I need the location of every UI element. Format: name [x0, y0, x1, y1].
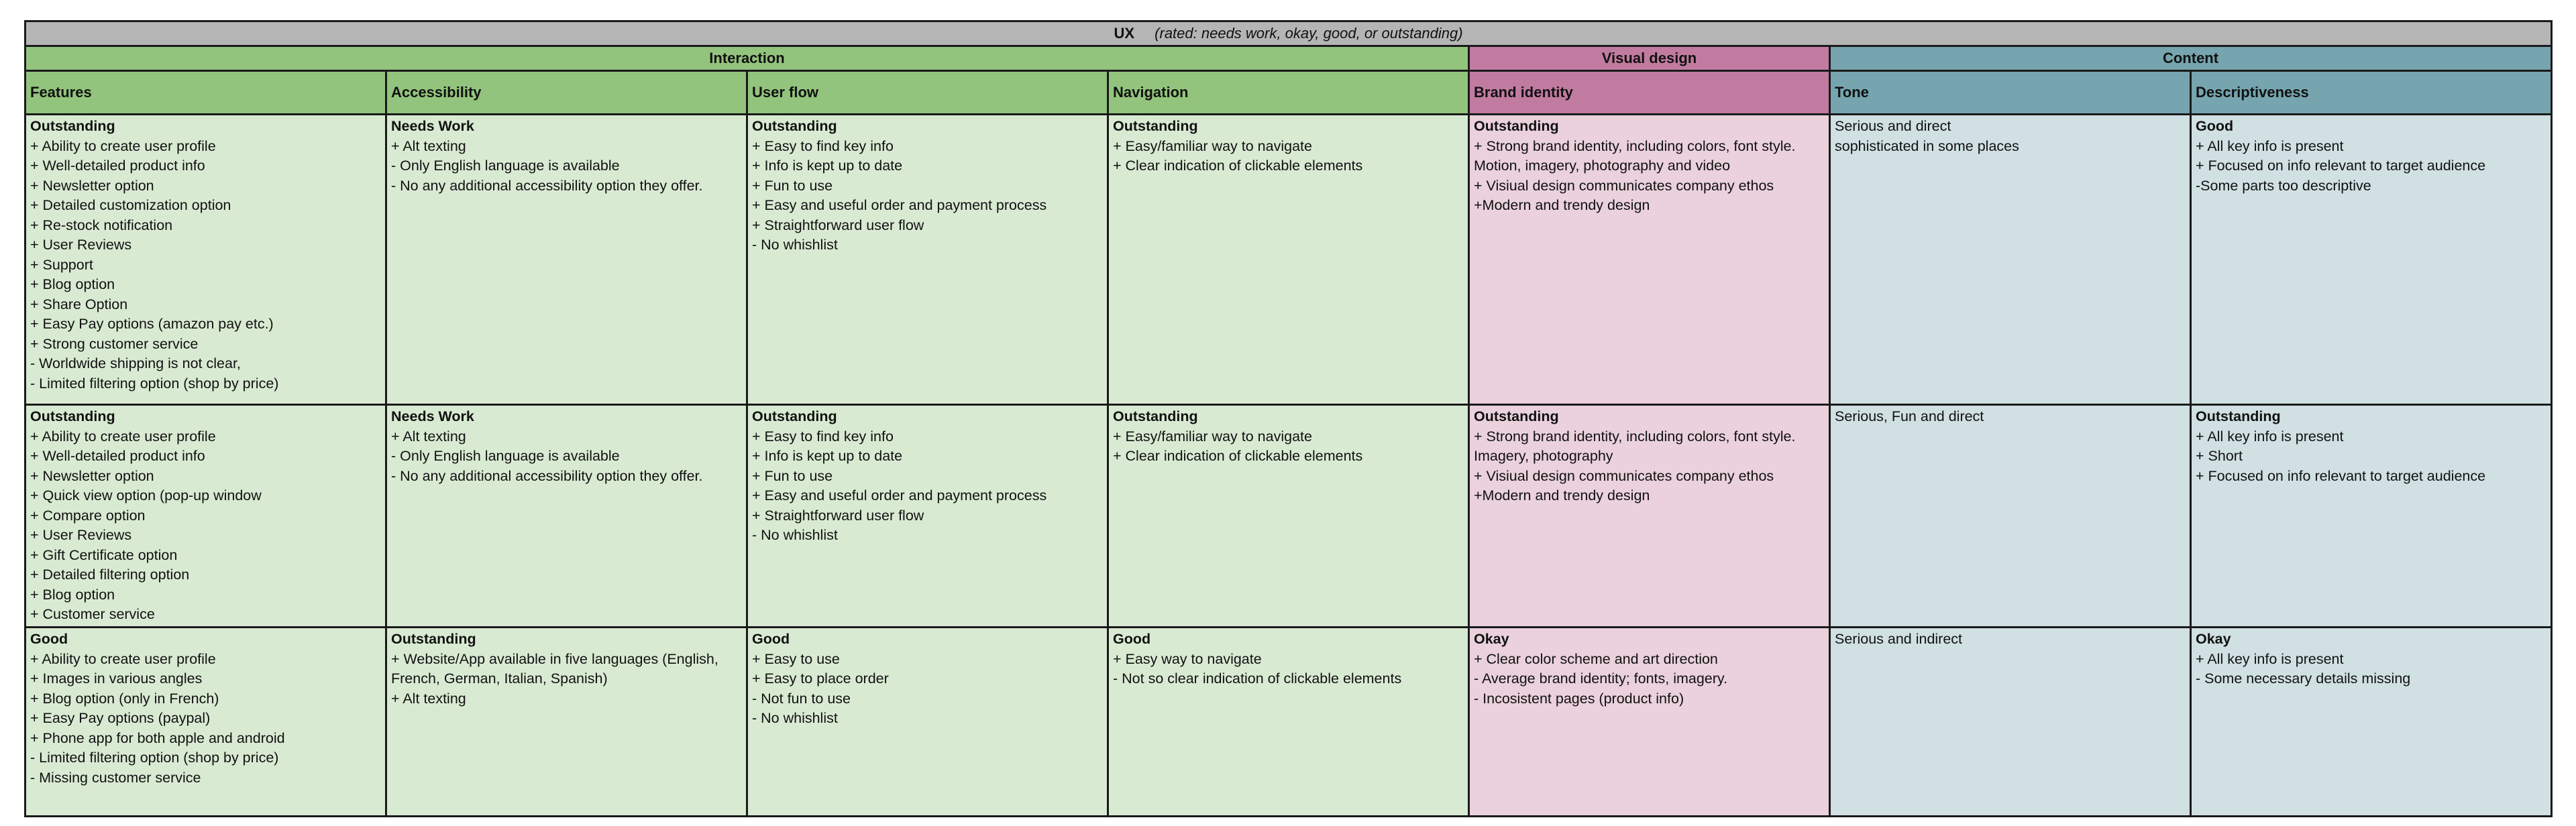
note-line: French, German, Italian, Spanish) — [391, 670, 608, 687]
note-line: - No any additional accessibility option they offer. — [391, 177, 703, 194]
header-accessibility[interactable]: Accessibility — [386, 71, 747, 115]
note-line: + Straightforward user flow — [752, 507, 924, 524]
rating-label: Good — [752, 631, 790, 647]
note-line: -Some parts too descriptive — [2196, 177, 2371, 194]
note-line: - Only English language is available — [391, 448, 620, 464]
note-line: + Ability to create user profile — [30, 137, 216, 154]
note-line: Serious and direct — [1835, 118, 1951, 134]
note-line: + Easy Pay options (paypal) — [30, 710, 211, 726]
note-line: + Fun to use — [752, 177, 833, 194]
group-content[interactable]: Content — [1830, 46, 2552, 71]
note-line: + Info is kept up to date — [752, 158, 903, 174]
note-line: + Blog option — [30, 276, 115, 292]
note-line: + Support — [30, 256, 93, 273]
note-line: - Not so clear indication of clickable elements — [1113, 670, 1402, 687]
note-line: + All key info is present — [2196, 650, 2344, 667]
group-header-row — [25, 46, 2552, 71]
note-line: + All key info is present — [2196, 137, 2344, 154]
note-line: + Compare option — [30, 507, 146, 524]
note-line: + Clear indication of clickable elements — [1113, 158, 1363, 174]
rating-label: Outstanding — [752, 408, 837, 424]
cell-accessibility[interactable] — [386, 115, 747, 405]
note-line: - No whishlist — [752, 237, 838, 253]
cell-tone[interactable] — [1830, 405, 2191, 628]
note-line: + Customer service — [30, 606, 155, 622]
note-line: + Easy/familiar way to navigate — [1113, 428, 1312, 445]
note-line: +Modern and trendy design — [1474, 487, 1650, 504]
note-line: + Focused on info relevant to target audience — [2196, 158, 2486, 174]
note-line: + User Reviews — [30, 237, 132, 253]
note-line: Motion, imagery, photography and video — [1474, 158, 1731, 174]
sheet-title: UX — [1114, 25, 1135, 42]
group-interaction[interactable]: Interaction — [25, 46, 1469, 71]
note-line: + Phone app for both apple and android — [30, 729, 285, 746]
note-line: + Alt texting — [391, 690, 466, 707]
cell-descriptiveness[interactable] — [2191, 115, 2552, 405]
note-line: + Blog option (only in French) — [30, 690, 219, 707]
cell-navigation[interactable] — [1108, 115, 1469, 405]
cell-brand-identity[interactable] — [1469, 405, 1830, 628]
note-line: + Easy to find key info — [752, 137, 894, 154]
note-line: - Missing customer service — [30, 769, 201, 786]
rating-label: Outstanding — [30, 408, 115, 424]
rating-label: Okay — [2196, 631, 2231, 647]
note-line: + Well-detailed product info — [30, 448, 205, 464]
note-line: + Clear color scheme and art direction — [1474, 650, 1718, 667]
cell-features[interactable] — [25, 405, 386, 628]
table-row — [25, 115, 2552, 405]
cell-user-flow[interactable] — [747, 405, 1108, 628]
rating-label: Outstanding — [752, 118, 837, 134]
note-line: + Easy to use — [752, 650, 840, 667]
note-line: + Well-detailed product info — [30, 158, 205, 174]
note-line: + Easy and useful order and payment process — [752, 197, 1047, 213]
note-line: + Website/App available in five languages (English, — [391, 650, 718, 667]
note-line: + Share Option — [30, 296, 128, 312]
header-navigation[interactable]: Navigation — [1108, 71, 1469, 115]
rating-label: Good — [30, 631, 68, 647]
note-line: + Newsletter option — [30, 177, 154, 194]
header-descriptiveness[interactable]: Descriptiveness — [2191, 71, 2552, 115]
note-line: + Clear indication of clickable elements — [1113, 448, 1363, 464]
cell-tone[interactable] — [1830, 628, 2191, 817]
cell-tone[interactable] — [1830, 115, 2191, 405]
note-line: - Average brand identity; fonts, imagery. — [1474, 670, 1728, 687]
header-user-flow[interactable]: User flow — [747, 71, 1108, 115]
note-line: - Limited filtering option (shop by price) — [30, 750, 279, 766]
note-line: + Detailed filtering option — [30, 567, 190, 583]
note-line: + Easy way to navigate — [1113, 650, 1262, 667]
title-cell[interactable] — [25, 21, 2552, 46]
note-line: + Strong brand identity, including colors, font style. — [1474, 137, 1796, 154]
ux-rating-sheet — [24, 20, 2551, 817]
cell-descriptiveness[interactable] — [2191, 628, 2552, 817]
rating-label: Outstanding — [1474, 118, 1559, 134]
note-line: + Easy to find key info — [752, 428, 894, 445]
cell-accessibility[interactable] — [386, 628, 747, 817]
note-line: +Modern and trendy design — [1474, 197, 1650, 213]
cell-features[interactable] — [25, 115, 386, 405]
rating-label: Good — [2196, 118, 2234, 134]
note-line: - Limited filtering option (shop by price) — [30, 375, 279, 392]
note-line: sophisticated in some places — [1835, 137, 2019, 154]
note-line: + Straightforward user flow — [752, 217, 924, 233]
note-line: + Quick view option (pop-up window — [30, 487, 262, 504]
note-line: + Newsletter option — [30, 467, 154, 484]
note-line: + Focused on info relevant to target audience — [2196, 467, 2486, 484]
note-line: + Visiual design communicates company ethos — [1474, 177, 1774, 194]
note-line: + Alt texting — [391, 428, 466, 445]
rating-scale-note: (rated: needs work, okay, good, or outstanding) — [1155, 25, 1463, 42]
note-line: - No whishlist — [752, 710, 838, 726]
note-line: - Only English language is available — [391, 158, 620, 174]
title-row — [25, 21, 2552, 46]
cell-descriptiveness[interactable] — [2191, 405, 2552, 628]
rating-label: Outstanding — [1474, 408, 1559, 424]
cell-accessibility[interactable] — [386, 405, 747, 628]
note-line: - No any additional accessibility option they offer. — [391, 467, 703, 484]
note-line: + Easy/familiar way to navigate — [1113, 137, 1312, 154]
header-brand-identity[interactable]: Brand identity — [1469, 71, 1830, 115]
cell-user-flow[interactable] — [747, 628, 1108, 817]
note-line: - Not fun to use — [752, 690, 851, 707]
note-line: + All key info is present — [2196, 428, 2344, 445]
note-line: + Ability to create user profile — [30, 428, 216, 445]
rating-label: Outstanding — [30, 118, 115, 134]
note-line: - No whishlist — [752, 527, 838, 543]
note-line: Imagery, photography — [1474, 448, 1613, 464]
rating-label: Needs Work — [391, 118, 474, 134]
note-line: + Strong customer service — [30, 335, 199, 352]
note-line: + Detailed customization option — [30, 197, 231, 213]
note-line: + Alt texting — [391, 137, 466, 154]
cell-brand-identity[interactable] — [1469, 628, 1830, 817]
note-line: + Short — [2196, 448, 2243, 464]
rating-label: Outstanding — [1113, 118, 1198, 134]
note-line: + Visiual design communicates company ethos — [1474, 467, 1774, 484]
note-line: + Blog option — [30, 586, 115, 603]
note-line: + Info is kept up to date — [752, 448, 903, 464]
note-line: + Re-stock notification — [30, 217, 173, 233]
table-row — [25, 405, 2552, 628]
column-header-row — [25, 71, 2552, 115]
note-line: + Ability to create user profile — [30, 650, 216, 667]
rating-label: Good — [1113, 631, 1151, 647]
note-line: - Some necessary details missing — [2196, 670, 2411, 687]
note-line: + Easy and useful order and payment process — [752, 487, 1047, 504]
cell-user-flow[interactable] — [747, 115, 1108, 405]
note-line: + User Reviews — [30, 527, 132, 543]
header-tone[interactable]: Tone — [1830, 71, 2191, 115]
note-line: + Gift Certificate option — [30, 546, 178, 563]
cell-navigation[interactable] — [1108, 405, 1469, 628]
rating-label: Outstanding — [1113, 408, 1198, 424]
ux-comparison-table — [24, 20, 2553, 817]
note-line: Serious and indirect — [1835, 631, 1963, 647]
cell-features[interactable] — [25, 628, 386, 817]
note-line: + Fun to use — [752, 467, 833, 484]
note-line: + Easy Pay options (amazon pay etc.) — [30, 316, 274, 332]
cell-brand-identity[interactable] — [1469, 115, 1830, 405]
rating-label: Outstanding — [2196, 408, 2281, 424]
note-line: + Strong brand identity, including colors, font style. — [1474, 428, 1796, 445]
note-line: + Easy to place order — [752, 670, 889, 687]
cell-navigation[interactable] — [1108, 628, 1469, 817]
note-line: Serious, Fun and direct — [1835, 408, 1984, 424]
note-line: - Worldwide shipping is not clear, — [30, 355, 241, 371]
rating-label: Needs Work — [391, 408, 474, 424]
rating-label: Okay — [1474, 631, 1509, 647]
table-row — [25, 628, 2552, 817]
rating-label: Outstanding — [391, 631, 476, 647]
note-line: + Images in various angles — [30, 670, 203, 687]
group-visual-design[interactable]: Visual design — [1469, 46, 1830, 71]
header-features[interactable]: Features — [25, 71, 386, 115]
note-line: - Incosistent pages (product info) — [1474, 690, 1684, 707]
